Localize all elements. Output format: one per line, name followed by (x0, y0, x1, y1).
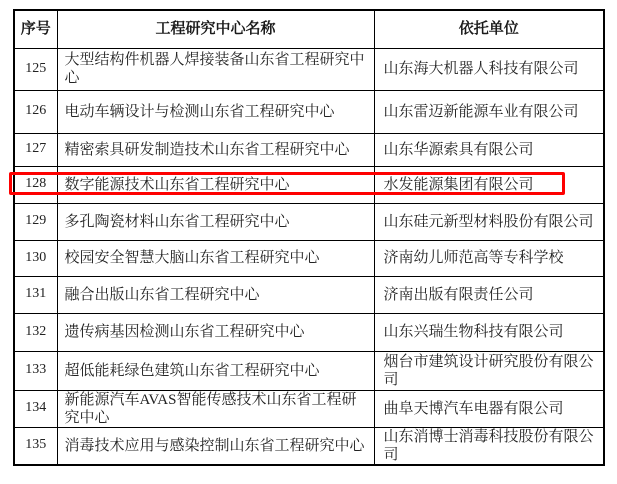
row-no: 130 (14, 240, 57, 276)
center-name: 电动车辆设计与检测山东省工程研究中心 (57, 90, 374, 133)
center-name: 大型结构件机器人焊接装备山东省工程研究中心 (57, 48, 374, 90)
table-row (14, 240, 604, 276)
table-row (14, 390, 604, 427)
row-no: 133 (14, 351, 57, 390)
supporting-unit: 山东消博士消毒科技股份有限公司 (374, 427, 604, 465)
table-row (14, 133, 604, 166)
table-row (14, 203, 604, 240)
supporting-unit: 山东华源索具有限公司 (374, 133, 604, 166)
supporting-unit: 济南幼儿师范高等专科学校 (374, 240, 604, 276)
table-row (14, 427, 604, 465)
table-header-row (14, 10, 604, 48)
row-no: 134 (14, 390, 57, 427)
supporting-unit: 烟台市建筑设计研究股份有限公司 (374, 351, 604, 390)
row-no: 126 (14, 90, 57, 133)
table-row (14, 48, 604, 90)
supporting-unit: 山东雷迈新能源车业有限公司 (374, 90, 604, 133)
center-name: 遗传病基因检测山东省工程研究中心 (57, 313, 374, 351)
table-row (14, 351, 604, 390)
table-row (14, 276, 604, 313)
table-row (14, 90, 604, 133)
center-name: 多孔陶瓷材料山东省工程研究中心 (57, 203, 374, 240)
supporting-unit: 济南出版有限责任公司 (374, 276, 604, 313)
center-name: 超低能耗绿色建筑山东省工程研究中心 (57, 351, 374, 390)
row-no: 127 (14, 133, 57, 166)
supporting-unit: 水发能源集团有限公司 (374, 166, 604, 203)
center-name: 校园安全智慧大脑山东省工程研究中心 (57, 240, 374, 276)
header-name: 工程研究中心名称 (57, 10, 374, 48)
header-unit: 依托单位 (374, 10, 604, 48)
supporting-unit: 山东海大机器人科技有限公司 (374, 48, 604, 90)
row-no: 125 (14, 48, 57, 90)
research-center-table (13, 9, 605, 466)
center-name: 融合出版山东省工程研究中心 (57, 276, 374, 313)
row-no: 129 (14, 203, 57, 240)
center-name: 新能源汽车AVAS智能传感技术山东省工程研究中心 (57, 390, 374, 427)
row-no: 132 (14, 313, 57, 351)
center-name: 消毒技术应用与感染控制山东省工程研究中心 (57, 427, 374, 465)
supporting-unit: 山东兴瑞生物科技有限公司 (374, 313, 604, 351)
row-no: 128 (14, 166, 57, 203)
center-name: 数字能源技术山东省工程研究中心 (57, 166, 374, 203)
table-row (14, 313, 604, 351)
supporting-unit: 曲阜天博汽车电器有限公司 (374, 390, 604, 427)
supporting-unit: 山东硅元新型材料股份有限公司 (374, 203, 604, 240)
row-no: 135 (14, 427, 57, 465)
center-name: 精密索具研发制造技术山东省工程研究中心 (57, 133, 374, 166)
table-row-highlighted (14, 166, 604, 203)
header-no: 序号 (14, 10, 57, 48)
row-no: 131 (14, 276, 57, 313)
